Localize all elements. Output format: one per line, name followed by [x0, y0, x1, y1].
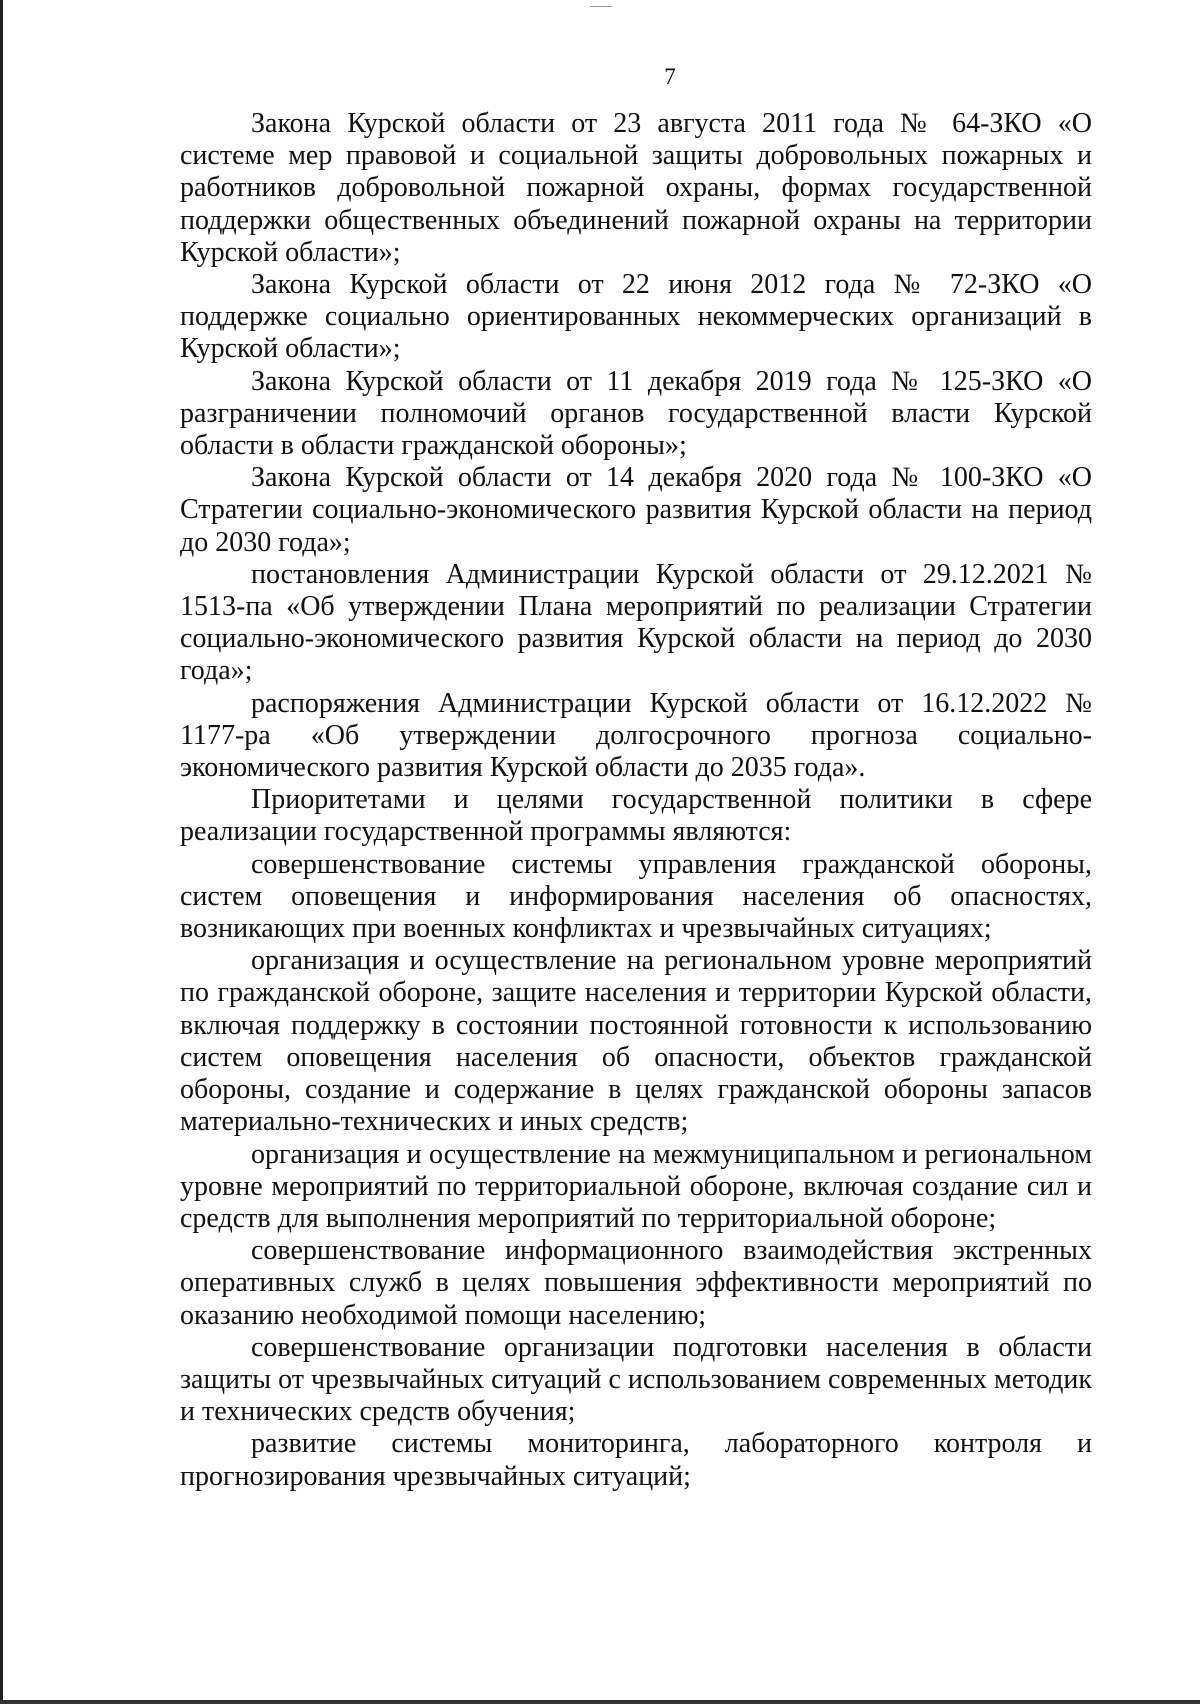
- paragraph-resolution-1513-pa: постановления Администрации Курской области от 29.12.2021 № 1513-па «Об утверждении Плана мероприятий по реализации Стратегии социально-экономического развития Курской области на период до 2030 года»;: [180, 558, 1092, 687]
- paragraph-priority-emergency-services: совершенствование информационного взаимодействия экстренных оперативных служб в целях повышения эффективности мероприятий по оказанию необходимой помощи населению;: [180, 1235, 1092, 1331]
- page-number: 7: [664, 64, 676, 89]
- paragraph-priority-regional-measures: организация и осуществление на региональном уровне мероприятий по гражданской обороне, защите населения и территории Курской области, включая поддержку в состоянии постоянной готовности к использованию систем оповещения населения об опасности, объектов гражданской обороны, создание и содержание в целях гражданской обороны запасов материально-технических и иных средств;: [180, 945, 1092, 1138]
- paragraph-law-72-zko: Закона Курской области от 22 июня 2012 года № 72-ЗКО «О поддержке социально ориентированных некоммерческих организаций в Курской области»;: [180, 269, 1092, 365]
- paragraph-law-64-zko: Закона Курской области от 23 августа 2011 года № 64-ЗКО «О системе мер правовой и социальной защиты добровольных пожарных и работников добровольной пожарной охраны, формах государственной поддержки общественных объединений пожарной охраны на территории Курской области»;: [180, 108, 1092, 268]
- paragraph-law-125-zko: Закона Курской области от 11 декабря 2019 года № 125-ЗКО «О разграничении полномочий органов государственной власти Курской области в области гражданской обороны»;: [180, 365, 1092, 462]
- paragraph-priority-territorial-defense: организация и осуществление на межмуниципальном и региональном уровне мероприятий по территориальной обороне, включая создание сил и средств для выполнения мероприятий по территориальной обороне;: [180, 1138, 1092, 1234]
- scan-border-bottom: [0, 1700, 1200, 1704]
- paragraph-order-1177-ra: распоряжения Администрации Курской области от 16.12.2022 № 1177-ра «Об утверждении долгосрочного прогноза социально-экономического развития Курской области до 2035 года».: [180, 687, 1092, 784]
- paragraph-priority-monitoring: развитие системы мониторинга, лабораторного контроля и прогнозирования чрезвычайных ситуаций;: [180, 1428, 1092, 1492]
- paragraph-law-100-zko: Закона Курской области от 14 декабря 2020 года № 100-ЗКО «О Стратегии социально-экономического развития Курской области на период до 2030 года»;: [180, 462, 1092, 558]
- scan-border-left: [0, 0, 3, 1704]
- paragraph-priority-civil-defense: совершенствование системы управления гражданской обороны, систем оповещения и информирования населения об опасностях, возникающих при военных конфликтах и чрезвычайных ситуациях;: [180, 848, 1092, 945]
- document-body: [180, 108, 1092, 1493]
- paragraph-priority-population-training: совершенствование организации подготовки населения в области защиты от чрезвычайных ситуаций с использованием современных методик и технических средств обучения;: [180, 1331, 1093, 1428]
- paragraph-priorities-intro: Приоритетами и целями государственной политики в сфере реализации государственной программы являются:: [180, 784, 1092, 848]
- scan-mark: [590, 6, 612, 7]
